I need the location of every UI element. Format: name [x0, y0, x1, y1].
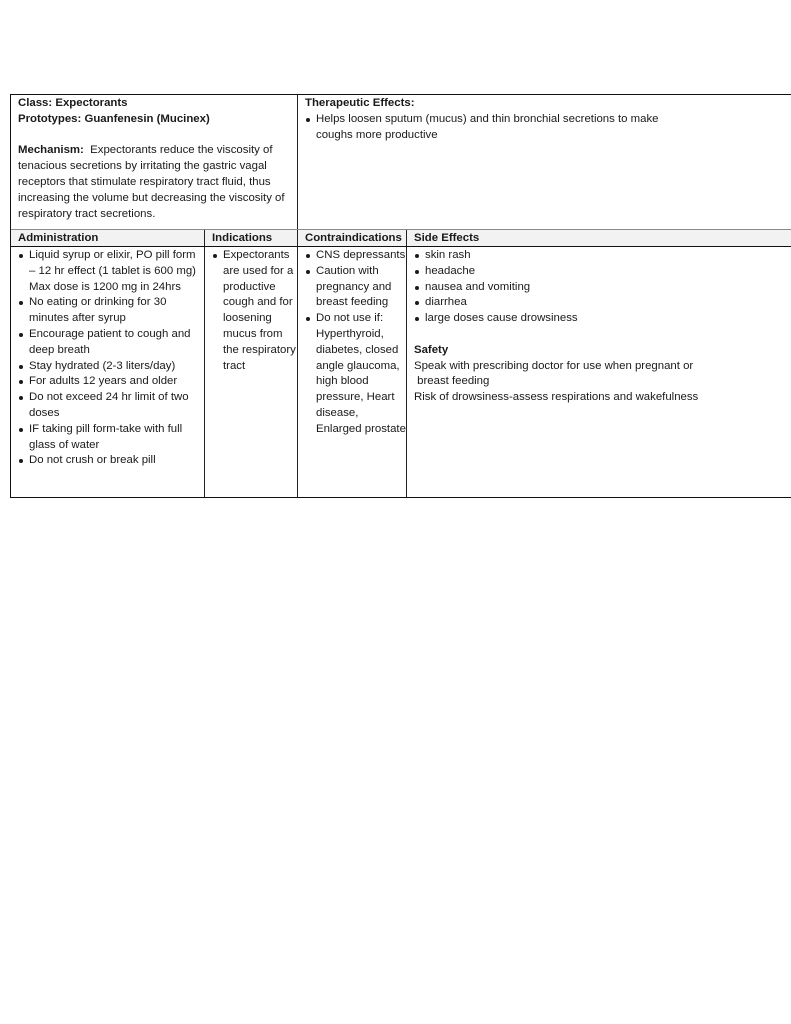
expectorants-drug-table — [10, 94, 791, 498]
contraindication-item: Caution with pregnancy and breast feeding — [305, 264, 406, 311]
header-side-effects: Side Effects — [414, 232, 480, 244]
safety-heading: Safety — [414, 343, 449, 356]
administration-item: IF taking pill form-take with full glass of water — [18, 422, 204, 454]
contraindications-cell — [298, 247, 407, 497]
indications-cell — [205, 247, 298, 497]
administration-item: Do not crush or break pill — [18, 453, 204, 469]
mechanism-paragraph — [18, 143, 297, 222]
drug-summary-row — [11, 95, 791, 229]
therapeutic-effects-cell — [298, 95, 791, 229]
spacer — [414, 327, 791, 343]
indications-list — [212, 248, 297, 374]
mechanism-heading: Mechanism: — [18, 144, 84, 157]
details-row — [11, 247, 791, 497]
indication-item: Expectorants are used for a productive cough and for loosening mucus from the respiratory tract — [212, 248, 297, 374]
therapeutic-effects-list — [305, 112, 791, 144]
safety-line: Risk of drowsiness-assess respirations and wakefulness — [414, 391, 699, 404]
side-effect-item: diarrhea — [414, 295, 791, 311]
therapeutic-effects-heading: Therapeutic Effects: — [305, 97, 415, 109]
side-effect-item: headache — [414, 264, 791, 280]
header-administration: Administration — [11, 230, 205, 246]
drug-prototypes: Prototypes: Guanfenesin (Mucinex) — [18, 112, 210, 125]
side-effects-list — [414, 248, 791, 327]
header-contraindications: Contraindications — [298, 230, 407, 246]
spacer — [18, 128, 297, 144]
administration-list — [18, 248, 204, 469]
contraindications-list — [305, 248, 406, 438]
administration-item: Do not exceed 24 hr limit of two doses — [18, 390, 204, 422]
administration-item: For adults 12 years and older — [18, 374, 204, 390]
mechanism-text: Expectorants reduce the viscosity of tenacious secretions by irritating the gastric vagal receptors that stimulate respiratory tract fluid, thus increasing the volume but decreasing the viscosity of respiratory tract secretions. — [18, 144, 288, 220]
administration-item: Encourage patient to cough and deep breath — [18, 327, 204, 359]
header-indications: Indications — [205, 230, 298, 246]
administration-item: No eating or drinking for 30 minutes after syrup — [18, 295, 204, 327]
side-effects-cell — [407, 247, 791, 497]
column-header-row — [11, 229, 791, 247]
safety-line: Speak with prescribing doctor for use when pregnant or — [414, 359, 694, 372]
safety-line: breast feeding — [414, 375, 490, 388]
contraindication-item: Do not use if: Hyperthyroid, diabetes, closed angle glaucoma, high blood pressure, Heart disease, Enlarged prostate — [305, 311, 406, 437]
administration-item: Stay hydrated (2-3 liters/day) — [18, 359, 204, 375]
side-effect-item: large doses cause drowsiness — [414, 311, 791, 327]
therapeutic-effect-item: Helps loosen sputum (mucus) and thin bronchial secretions to make coughs more productive — [305, 112, 666, 144]
class-mechanism-cell — [11, 95, 298, 229]
contraindication-item: CNS depressants — [305, 248, 406, 264]
side-effect-item: skin rash — [414, 248, 791, 264]
drug-class: Class: Expectorants — [18, 97, 128, 109]
side-effect-item: nausea and vomiting — [414, 280, 791, 296]
administration-item: Liquid syrup or elixir, PO pill form – 12 hr effect (1 tablet is 600 mg) Max dose is 1200 mg in 24hrs — [18, 248, 204, 295]
administration-cell — [11, 247, 205, 497]
